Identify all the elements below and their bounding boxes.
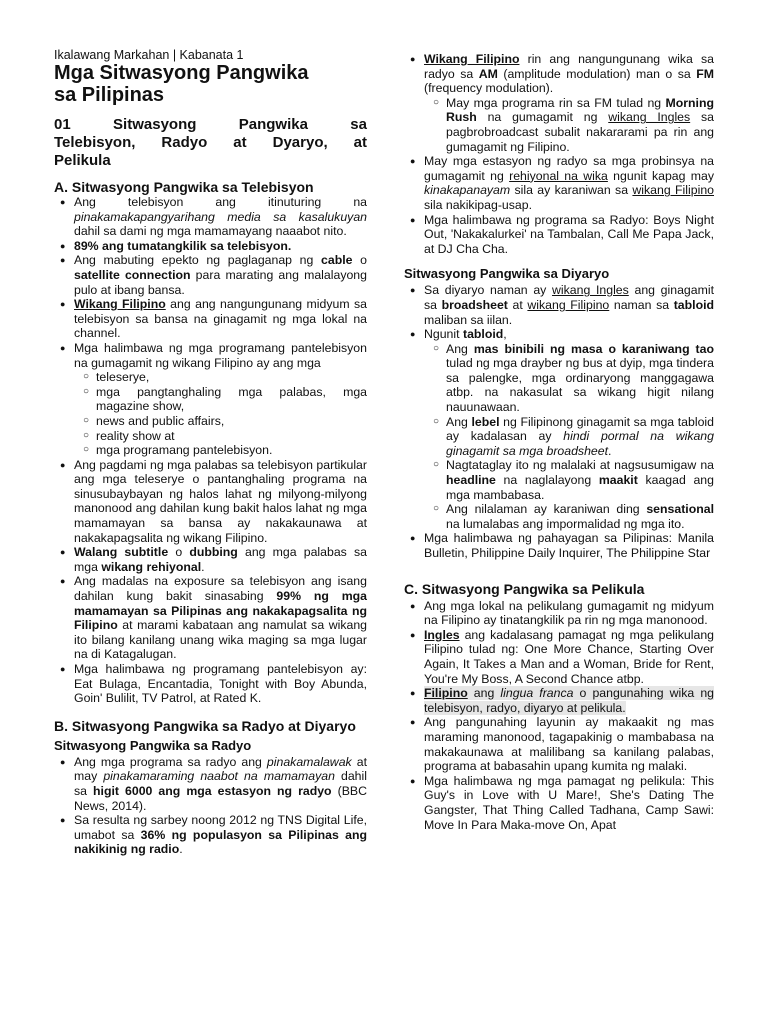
list-item: ● Ang mga programa sa radyo ang pinakamalawak at may pinakamaraming naabot na mamamayan dahil sa higit 6000 ang mga estasyon ng radyo (BBC News, 2014).: [54, 755, 367, 813]
chapter-meta: Ikalawang Markahan | Kabanata 1: [54, 48, 244, 62]
list-item: ● Mga halimbawa ng mga programang pantelebisyon na gumagamit ng wikang Filipino ay ang mga: [54, 341, 367, 370]
list-item: ● Mga halimbawa ng pahayagan sa Pilipinas: Manila Bulletin, Philippine Daily Inquirer, The Philippine Star: [404, 531, 714, 560]
sub-list-item: ○ Ang mas binibili ng masa o karaniwang tao tulad ng mga drayber ng bus at dyip, mga tindera sa palengke, mga ordinaryong manggagawa atbp. na nakasulat sa wikang higit nilang nauunawaan.: [404, 342, 714, 415]
list-item: ● Ingles ang kadalasang pamagat ng mga pelikulang Filipino tulad ng: One More Chance, Starting Over Again, It Takes a Man and a Woman, Bride for Rent, You're My Boss, A Second Chance atbp.: [404, 628, 714, 686]
list-item: ● Ang madalas na exposure sa telebisyon ang isang dahilan kung bakit sinasabing 99% ng mga mamamayan sa Pilipinas ang nakakapagsalita ng Filipino at marami kabataan ang namulat sa wikang ito bilang kanilang unang wika maging sa mga lugar na di Katagalugan.: [54, 574, 367, 662]
list-item: ● Wikang Filipino ang ang nangungunang midyum sa telebisyon sa bansa na ginagamit ng mga lokal na channel.: [54, 297, 367, 341]
radyo-list-left: [54, 755, 367, 857]
list-item: ● 89% ang tumatangkilik sa telebisyon.: [54, 239, 367, 254]
list-item: ● Ang pagdami ng mga palabas sa telebisyon partikular ang mga teleserye o pantanghaling programa na sinusubaybayan ng halos lahat ng milyong-milyong manonood ang dahilan kung bakit halos lahat ng mga mamamayan sa bansa ay nakakaunawa at nakakapagsalita ng wikang Filipino.: [54, 458, 367, 546]
list-item: ● Ang mga lokal na pelikulang gumagamit ng midyum na Filipino ay tinatangkilik pa rin ng mga manonood.: [404, 599, 714, 628]
radyo-subheading: Sitwasyong Pangwika sa Radyo: [54, 737, 252, 753]
radyo-list-right: [404, 52, 714, 256]
list-item: ● May mga estasyon ng radyo sa mga probinsya na gumagamit ng rehiyonal na wika ngunit kapag may kinakapanayam sila ay karaniwan sa wikang Filipino sila nakikipag-usap.: [404, 154, 714, 212]
page-title: Mga Sitwasyong Pangwika sa Pilipinas: [54, 62, 309, 106]
list-item: ● Ang pangunahing layunin ay makaakit ng mas maraming manonood, tagapakinig o mambabasa na makakaunawa at malilibang sa kanilang palabas, programa at babasahin upang kumita ng malaki.: [404, 715, 714, 773]
sub-list-item: ○ Ang lebel ng Filipinong ginagamit sa mga tabloid ay kadalasan ay hindi pormal na wikang ginagamit sa mga broadsheet.: [404, 415, 714, 459]
diyaryo-subheading: Sitwasyong Pangwika sa Diyaryo: [404, 266, 610, 282]
sub-list-item: ○ reality show at: [54, 429, 367, 444]
section-c-heading: C. Sitwasyong Pangwika sa Pelikula: [404, 580, 645, 597]
right-column: [404, 52, 714, 832]
sub-list-item: ○ mga pangtanghaling mga palabas, mga magazine show,: [54, 385, 367, 414]
list-item: ● Walang subtitle o dubbing ang mga palabas sa mga wikang rehiyonal.: [54, 545, 367, 574]
list-item: ● Sa resulta ng sarbey noong 2012 ng TNS Digital Life, umabot sa 36% ng populasyon sa Pilipinas ang nakikinig ng radio.: [54, 813, 367, 857]
list-item: ● Sa diyaryo naman ay wikang Ingles ang ginagamit sa broadsheet at wikang Filipino naman sa tabloid maliban sa iilan.: [404, 283, 714, 327]
section-a-list: [54, 195, 367, 706]
list-item: ● Ang mabuting epekto ng paglaganap ng cable o satellite connection para marating ang malalayong pulo at ibang bansa.: [54, 253, 367, 297]
list-item: ● Mga halimbawa ng programa sa Radyo: Boys Night Out, 'Nakakalurkei' na Tambalan, Call Me Papa Jack, at DJ Cha Cha.: [404, 213, 714, 257]
sub-list-item: ○ news and public affairs,: [54, 414, 367, 429]
list-item: ● Mga halimbawa ng mga pamagat ng pelikula: This Guy's in Love with U Mare!, She's Dating The Gangster, That Thing Called Tadhana, Camp Sawi: Move In Para Maka-move On, Apat: [404, 774, 714, 832]
left-column: [54, 48, 367, 857]
list-item: ● Filipino ang lingua franca o pangunahing wika ng telebisyon, radyo, diyaryo at pelikula.: [404, 686, 714, 715]
section-a-heading: A. Sitwasyong Pangwika sa Telebisyon: [54, 179, 314, 195]
sub-list-item: ○ mga programang pantelebisyon.: [54, 443, 367, 458]
sub-list-item: ○ teleserye,: [54, 370, 367, 385]
list-item: ● Ang telebisyon ang itinuturing na pinakamakapangyarihang media sa kasalukuyan dahil sa dami ng mga mamamayang naaabot nito.: [54, 195, 367, 239]
list-item: ● Ngunit tabloid,: [404, 327, 714, 342]
section-c-list: [404, 599, 714, 833]
section-01-heading: 01 Sitwasyong Pangwika sa Telebisyon, Radyo at Dyaryo, at Pelikula: [54, 116, 367, 169]
list-item: ● Mga halimbawa ng programang pantelebisyon ay: Eat Bulaga, Encantadia, Tonight with Boy Abunda, Goin' Bulilit, TV Patrol, at Rated K.: [54, 662, 367, 706]
diyaryo-list: [404, 283, 714, 560]
section-b-heading: B. Sitwasyong Pangwika sa Radyo at Diyaryo: [54, 717, 356, 734]
sub-list-item: ○ Ang nilalaman ay karaniwan ding sensational na lumalabas ang impormalidad ng mga ito.: [404, 502, 714, 531]
list-item: ● Wikang Filipino rin ang nangungunang wika sa radyo sa AM (amplitude modulation) man o sa FM (frequency modulation).: [404, 52, 714, 96]
sub-list-item: ○ Nagtataglay ito ng malalaki at nagsusumigaw na headline na naglalayong maakit kaagad ang mga mambabasa.: [404, 458, 714, 502]
sub-list-item: ○ May mga programa rin sa FM tulad ng Morning Rush na gumagamit ng wikang Ingles sa pagbrobroadcast subalit nakararami pa rin ang gumagamit ng Filipino.: [404, 96, 714, 154]
